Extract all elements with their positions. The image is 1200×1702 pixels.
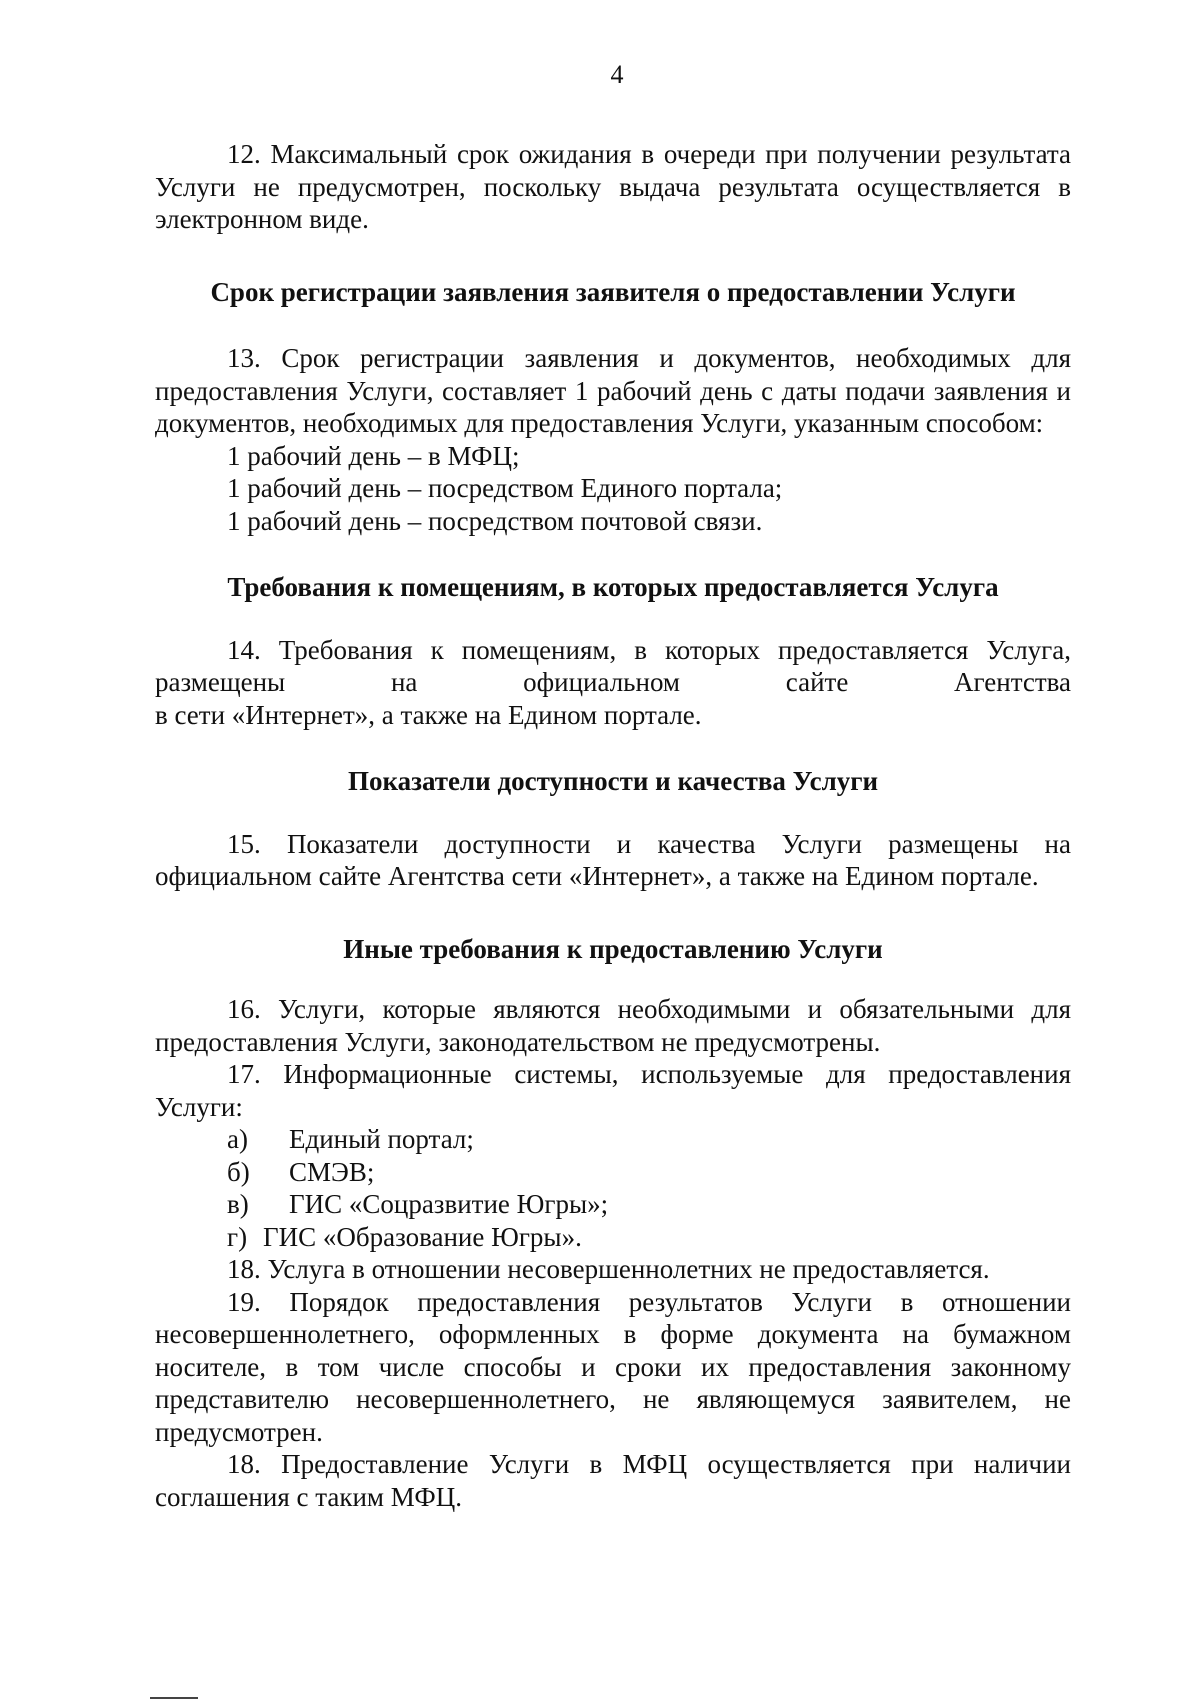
- paragraph-13: 13. Срок регистрации заявления и документов, необходимых для предоставления Услуги, составляет 1 рабочий день с даты подачи заявления и документов, необходимых для предоставления Услуги, указанным способом:: [155, 343, 1071, 438]
- list-item: [155, 1221, 1071, 1254]
- list-item-text: ГИС «Соцразвитие Югры»;: [289, 1189, 609, 1219]
- paragraph-17: 17. Информационные системы, используемые для предоставления Услуги:: [155, 1059, 1071, 1122]
- heading-premises: Требования к помещениям, в которых предоставляется Услуга: [227, 572, 999, 602]
- list-item: [155, 1156, 1071, 1189]
- paragraph-13-line-mfc: 1 рабочий день – в МФЦ;: [227, 440, 520, 471]
- paragraph-19: 19. Порядок предоставления результатов Услуги в отношении несовершеннолетнего, оформленных в форме документа на бумажном носителе, в том числе способы и сроки их предоставления законному представителю несовершеннолетнего, не являющемуся заявителем, не предусмотрен.: [155, 1286, 1071, 1447]
- list-item: [155, 1188, 1071, 1221]
- paragraph-18: 18. Услуга в отношении несовершеннолетних не предоставляется.: [227, 1254, 990, 1284]
- list-item-text: ГИС «Образование Югры».: [263, 1221, 582, 1252]
- paragraph-16: 16. Услуги, которые являются необходимыми и обязательными для предоставления Услуги, законодательством не предусмотрены.: [155, 994, 1071, 1057]
- paragraph-13-line-post: 1 рабочий день – посредством почтовой связи.: [227, 505, 763, 536]
- heading-other-requirements: Иные требования к предоставлению Услуги: [343, 933, 883, 964]
- list-item-text: Единый портал;: [289, 1124, 474, 1154]
- list-item: [155, 1123, 1071, 1156]
- list-marker: б): [227, 1156, 250, 1187]
- paragraph-14-last-line: в сети «Интернет», а также на Едином портале.: [155, 699, 702, 730]
- list-marker: г): [227, 1221, 248, 1252]
- document-body: [155, 138, 1071, 1513]
- list-marker: в): [227, 1189, 249, 1219]
- paragraph-14: 14. Требования к помещениям, в которых предоставляется Услуга, размещены на официальном сайте Агентства: [155, 634, 1071, 697]
- list-marker: а): [227, 1124, 248, 1154]
- paragraph-13-line-portal: 1 рабочий день – посредством Единого портала;: [227, 473, 783, 503]
- bottom-edge-rule: [150, 1697, 198, 1699]
- heading-indicators: Показатели доступности и качества Услуги: [347, 766, 879, 796]
- paragraph-18-mfc: 18. Предоставление Услуги в МФЦ осуществляется при наличии соглашения с таким МФЦ.: [155, 1449, 1071, 1512]
- heading-registration-term: Срок регистрации заявления заявителя о предоставлении Услуги: [210, 276, 1016, 307]
- paragraph-12: 12. Максимальный срок ожидания в очереди при получении результата Услуги не предусмотрен, поскольку выдача результата осуществляется в электронном виде.: [155, 139, 1071, 234]
- list-item-text: СМЭВ;: [289, 1156, 375, 1187]
- paragraph-15: 15. Показатели доступности и качества Услуги размещены на официальном сайте Агентства сети «Интернет», а также на Едином портале.: [155, 828, 1071, 891]
- page-number: 4: [610, 60, 624, 89]
